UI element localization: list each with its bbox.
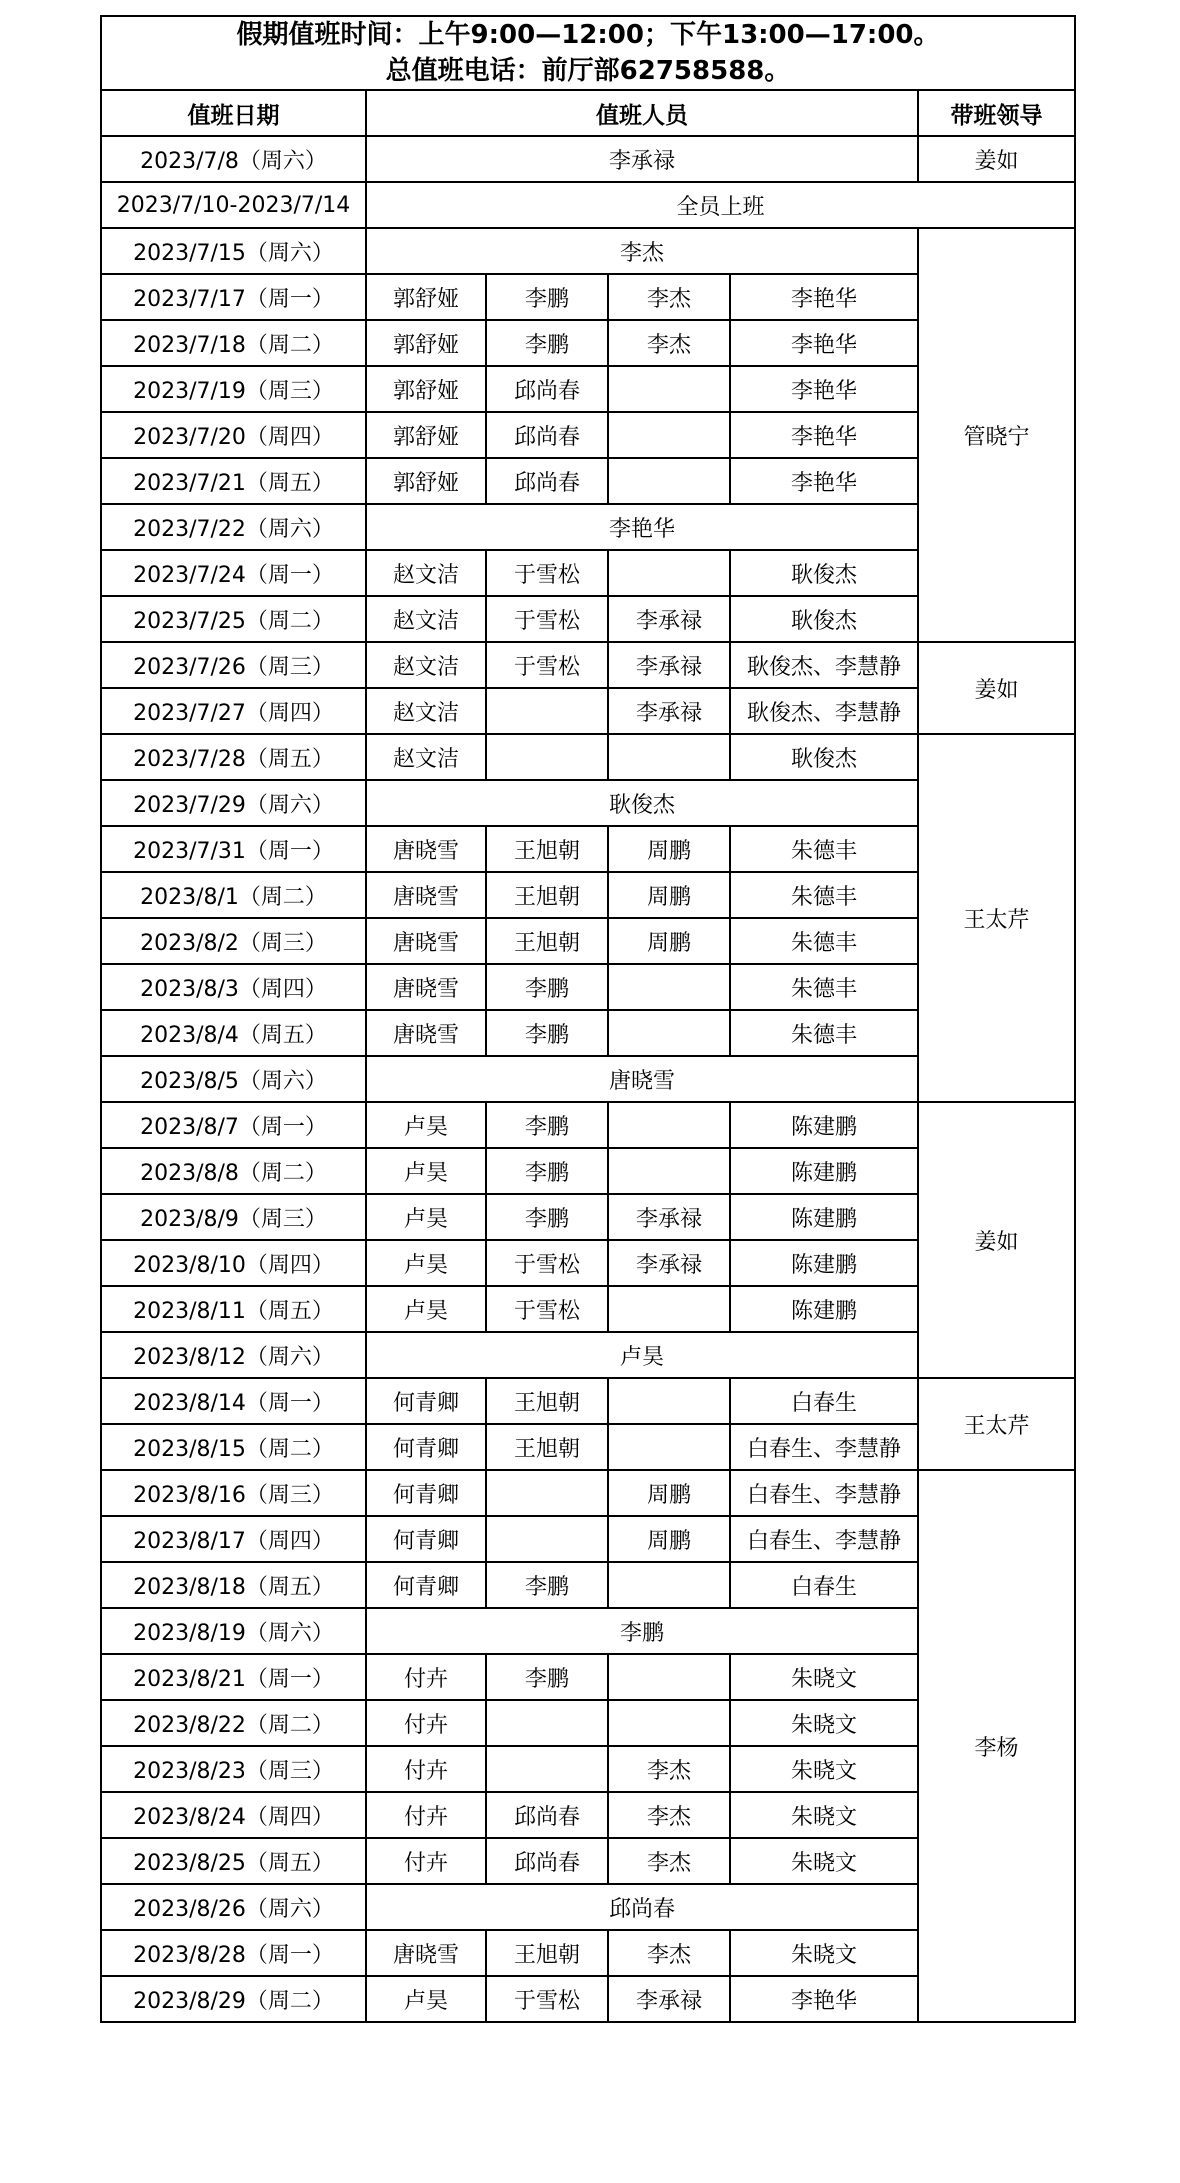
duty-date: 2023/8/14（周一） bbox=[101, 1378, 366, 1424]
duty-leader: 姜如 bbox=[918, 1102, 1075, 1378]
duty-staff: 李鹏 bbox=[486, 1102, 608, 1148]
duty-date: 2023/8/18（周五） bbox=[101, 1562, 366, 1608]
duty-schedule-table bbox=[100, 15, 1076, 2023]
duty-staff: 何青卿 bbox=[366, 1562, 486, 1608]
duty-single-staff: 李杰 bbox=[366, 228, 918, 274]
duty-staff: 付卉 bbox=[366, 1654, 486, 1700]
duty-date: 2023/8/7（周一） bbox=[101, 1102, 366, 1148]
duty-date: 2023/7/26（周三） bbox=[101, 642, 366, 688]
duty-date: 2023/7/10-2023/7/14 bbox=[101, 182, 366, 228]
duty-single-staff: 唐晓雪 bbox=[366, 1056, 918, 1102]
title-row bbox=[101, 16, 1075, 90]
duty-date: 2023/8/5（周六） bbox=[101, 1056, 366, 1102]
table-row bbox=[101, 182, 1075, 228]
duty-staff: 周鹏 bbox=[608, 918, 730, 964]
duty-staff: 李承禄 bbox=[608, 688, 730, 734]
duty-staff: 李鹏 bbox=[486, 320, 608, 366]
duty-staff: 赵文洁 bbox=[366, 550, 486, 596]
duty-staff: 李承禄 bbox=[608, 642, 730, 688]
duty-staff: 李杰 bbox=[608, 1930, 730, 1976]
duty-staff: 朱德丰 bbox=[730, 918, 918, 964]
duty-staff: 赵文洁 bbox=[366, 688, 486, 734]
duty-date: 2023/7/20（周四） bbox=[101, 412, 366, 458]
duty-staff: 朱德丰 bbox=[730, 1010, 918, 1056]
duty-staff: 耿俊杰 bbox=[730, 550, 918, 596]
title-line-phone: 总值班电话：前厅部62758588。 bbox=[385, 56, 791, 86]
duty-date: 2023/8/15（周二） bbox=[101, 1424, 366, 1470]
duty-staff: 陈建鹏 bbox=[730, 1240, 918, 1286]
duty-staff: 李承禄 bbox=[608, 1194, 730, 1240]
duty-staff: 付卉 bbox=[366, 1700, 486, 1746]
duty-date: 2023/8/25（周五） bbox=[101, 1838, 366, 1884]
duty-staff: 于雪松 bbox=[486, 550, 608, 596]
duty-date: 2023/7/25（周二） bbox=[101, 596, 366, 642]
duty-date: 2023/7/17（周一） bbox=[101, 274, 366, 320]
duty-date: 2023/7/18（周二） bbox=[101, 320, 366, 366]
duty-staff bbox=[608, 1378, 730, 1424]
duty-date: 2023/8/8（周二） bbox=[101, 1148, 366, 1194]
duty-staff: 卢昊 bbox=[366, 1286, 486, 1332]
duty-staff bbox=[486, 734, 608, 780]
duty-leader: 姜如 bbox=[918, 136, 1075, 182]
duty-date: 2023/7/24（周一） bbox=[101, 550, 366, 596]
duty-staff bbox=[608, 1102, 730, 1148]
duty-staff: 耿俊杰 bbox=[730, 734, 918, 780]
duty-staff: 陈建鹏 bbox=[730, 1148, 918, 1194]
duty-staff: 李杰 bbox=[608, 1838, 730, 1884]
duty-staff: 赵文洁 bbox=[366, 734, 486, 780]
duty-date: 2023/8/22（周二） bbox=[101, 1700, 366, 1746]
duty-staff: 卢昊 bbox=[366, 1102, 486, 1148]
duty-staff: 卢昊 bbox=[366, 1148, 486, 1194]
duty-staff: 陈建鹏 bbox=[730, 1286, 918, 1332]
duty-staff: 李杰 bbox=[608, 274, 730, 320]
duty-date: 2023/7/8（周六） bbox=[101, 136, 366, 182]
duty-staff: 王旭朝 bbox=[486, 918, 608, 964]
duty-staff: 朱德丰 bbox=[730, 964, 918, 1010]
duty-staff: 耿俊杰、李慧静 bbox=[730, 642, 918, 688]
header-date: 值班日期 bbox=[101, 90, 366, 136]
duty-staff: 何青卿 bbox=[366, 1470, 486, 1516]
duty-staff bbox=[486, 1700, 608, 1746]
duty-staff bbox=[608, 1010, 730, 1056]
duty-staff bbox=[608, 1700, 730, 1746]
duty-staff: 付卉 bbox=[366, 1746, 486, 1792]
duty-date: 2023/7/31（周一） bbox=[101, 826, 366, 872]
duty-leader: 王太芹 bbox=[918, 734, 1075, 1102]
duty-staff bbox=[486, 1516, 608, 1562]
duty-staff: 唐晓雪 bbox=[366, 1930, 486, 1976]
duty-staff: 朱晓文 bbox=[730, 1700, 918, 1746]
table-row bbox=[101, 136, 1075, 182]
duty-staff: 何青卿 bbox=[366, 1378, 486, 1424]
duty-staff: 郭舒娅 bbox=[366, 458, 486, 504]
duty-staff: 李艳华 bbox=[730, 412, 918, 458]
duty-staff: 于雪松 bbox=[486, 1976, 608, 2022]
duty-single-staff: 耿俊杰 bbox=[366, 780, 918, 826]
duty-staff bbox=[608, 366, 730, 412]
duty-single-staff: 邱尚春 bbox=[366, 1884, 918, 1930]
duty-staff: 邱尚春 bbox=[486, 366, 608, 412]
duty-single-staff: 李承禄 bbox=[366, 136, 918, 182]
table-row bbox=[101, 228, 1075, 274]
duty-date: 2023/8/2（周三） bbox=[101, 918, 366, 964]
duty-staff: 李艳华 bbox=[730, 320, 918, 366]
duty-date: 2023/8/17（周四） bbox=[101, 1516, 366, 1562]
duty-staff bbox=[608, 1148, 730, 1194]
duty-staff: 李杰 bbox=[608, 1792, 730, 1838]
duty-staff bbox=[608, 550, 730, 596]
title-line-hours: 假期值班时间：上午9:00—12:00；下午13:00—17:00。 bbox=[236, 20, 940, 50]
duty-staff bbox=[608, 734, 730, 780]
duty-staff: 何青卿 bbox=[366, 1516, 486, 1562]
duty-staff: 王旭朝 bbox=[486, 1378, 608, 1424]
duty-staff: 朱德丰 bbox=[730, 826, 918, 872]
duty-staff: 郭舒娅 bbox=[366, 274, 486, 320]
header-leader: 带班领导 bbox=[918, 90, 1075, 136]
duty-staff: 李承禄 bbox=[608, 1240, 730, 1286]
duty-staff: 李承禄 bbox=[608, 1976, 730, 2022]
duty-staff: 唐晓雪 bbox=[366, 872, 486, 918]
duty-staff: 白春生 bbox=[730, 1378, 918, 1424]
duty-staff: 李鹏 bbox=[486, 1010, 608, 1056]
duty-staff: 周鹏 bbox=[608, 872, 730, 918]
duty-leader: 管晓宁 bbox=[918, 228, 1075, 642]
duty-staff: 李鹏 bbox=[486, 274, 608, 320]
duty-staff: 朱晓文 bbox=[730, 1838, 918, 1884]
duty-date: 2023/7/22（周六） bbox=[101, 504, 366, 550]
duty-date: 2023/8/23（周三） bbox=[101, 1746, 366, 1792]
duty-staff: 王旭朝 bbox=[486, 1424, 608, 1470]
duty-leader: 李杨 bbox=[918, 1470, 1075, 2022]
duty-date: 2023/8/4（周五） bbox=[101, 1010, 366, 1056]
duty-staff bbox=[608, 1654, 730, 1700]
duty-staff bbox=[608, 1424, 730, 1470]
header-staff: 值班人员 bbox=[366, 90, 918, 136]
duty-staff: 李鹏 bbox=[486, 1562, 608, 1608]
duty-single-staff: 李艳华 bbox=[366, 504, 918, 550]
duty-date: 2023/8/29（周二） bbox=[101, 1976, 366, 2022]
duty-staff: 邱尚春 bbox=[486, 412, 608, 458]
duty-staff: 何青卿 bbox=[366, 1424, 486, 1470]
duty-staff: 卢昊 bbox=[366, 1194, 486, 1240]
duty-single-staff: 李鹏 bbox=[366, 1608, 918, 1654]
duty-date: 2023/8/12（周六） bbox=[101, 1332, 366, 1378]
duty-staff: 李鹏 bbox=[486, 1654, 608, 1700]
duty-staff: 李杰 bbox=[608, 320, 730, 366]
duty-staff: 李鹏 bbox=[486, 1194, 608, 1240]
duty-staff: 白春生、李慧静 bbox=[730, 1516, 918, 1562]
duty-staff: 李艳华 bbox=[730, 366, 918, 412]
duty-date: 2023/8/10（周四） bbox=[101, 1240, 366, 1286]
duty-staff: 唐晓雪 bbox=[366, 918, 486, 964]
duty-staff: 卢昊 bbox=[366, 1976, 486, 2022]
duty-date: 2023/7/27（周四） bbox=[101, 688, 366, 734]
duty-date: 2023/8/24（周四） bbox=[101, 1792, 366, 1838]
duty-staff: 陈建鹏 bbox=[730, 1102, 918, 1148]
duty-staff: 付卉 bbox=[366, 1838, 486, 1884]
duty-date: 2023/7/29（周六） bbox=[101, 780, 366, 826]
duty-staff bbox=[608, 1562, 730, 1608]
duty-staff: 李杰 bbox=[608, 1746, 730, 1792]
duty-leader: 姜如 bbox=[918, 642, 1075, 734]
duty-staff bbox=[608, 458, 730, 504]
duty-staff: 唐晓雪 bbox=[366, 964, 486, 1010]
duty-staff: 郭舒娅 bbox=[366, 366, 486, 412]
duty-date: 2023/8/9（周三） bbox=[101, 1194, 366, 1240]
duty-staff: 付卉 bbox=[366, 1792, 486, 1838]
duty-date: 2023/7/21（周五） bbox=[101, 458, 366, 504]
duty-single-staff: 卢昊 bbox=[366, 1332, 918, 1378]
duty-staff bbox=[486, 688, 608, 734]
duty-staff: 郭舒娅 bbox=[366, 320, 486, 366]
duty-staff: 赵文洁 bbox=[366, 596, 486, 642]
duty-staff: 于雪松 bbox=[486, 642, 608, 688]
duty-staff: 于雪松 bbox=[486, 596, 608, 642]
duty-staff: 赵文洁 bbox=[366, 642, 486, 688]
duty-leader: 王太芹 bbox=[918, 1378, 1075, 1470]
duty-staff bbox=[486, 1470, 608, 1516]
duty-staff: 朱德丰 bbox=[730, 872, 918, 918]
duty-staff: 邱尚春 bbox=[486, 1838, 608, 1884]
duty-staff: 于雪松 bbox=[486, 1240, 608, 1286]
duty-staff: 周鹏 bbox=[608, 826, 730, 872]
duty-date: 2023/7/19（周三） bbox=[101, 366, 366, 412]
duty-staff: 于雪松 bbox=[486, 1286, 608, 1332]
duty-staff: 白春生 bbox=[730, 1562, 918, 1608]
duty-staff: 李艳华 bbox=[730, 274, 918, 320]
duty-staff bbox=[486, 1746, 608, 1792]
duty-staff: 朱晓文 bbox=[730, 1654, 918, 1700]
duty-staff: 郭舒娅 bbox=[366, 412, 486, 458]
duty-date: 2023/8/11（周五） bbox=[101, 1286, 366, 1332]
header-row bbox=[101, 90, 1075, 136]
duty-staff: 周鹏 bbox=[608, 1516, 730, 1562]
duty-staff: 朱晓文 bbox=[730, 1792, 918, 1838]
duty-staff: 朱晓文 bbox=[730, 1930, 918, 1976]
duty-date: 2023/8/26（周六） bbox=[101, 1884, 366, 1930]
duty-staff: 周鹏 bbox=[608, 1470, 730, 1516]
duty-staff: 耿俊杰、李慧静 bbox=[730, 688, 918, 734]
duty-date: 2023/8/16（周三） bbox=[101, 1470, 366, 1516]
duty-date: 2023/8/1（周二） bbox=[101, 872, 366, 918]
duty-staff: 李鹏 bbox=[486, 1148, 608, 1194]
duty-staff: 朱晓文 bbox=[730, 1746, 918, 1792]
duty-staff: 唐晓雪 bbox=[366, 1010, 486, 1056]
duty-staff: 王旭朝 bbox=[486, 826, 608, 872]
duty-date: 2023/8/19（周六） bbox=[101, 1608, 366, 1654]
duty-date: 2023/8/28（周一） bbox=[101, 1930, 366, 1976]
duty-date: 2023/8/21（周一） bbox=[101, 1654, 366, 1700]
duty-staff: 李艳华 bbox=[730, 1976, 918, 2022]
duty-staff: 白春生、李慧静 bbox=[730, 1470, 918, 1516]
duty-staff: 陈建鹏 bbox=[730, 1194, 918, 1240]
duty-staff: 耿俊杰 bbox=[730, 596, 918, 642]
duty-staff: 邱尚春 bbox=[486, 1792, 608, 1838]
duty-staff: 李艳华 bbox=[730, 458, 918, 504]
table-row bbox=[101, 1378, 1075, 1424]
duty-staff bbox=[608, 1286, 730, 1332]
duty-staff: 白春生、李慧静 bbox=[730, 1424, 918, 1470]
duty-staff: 李承禄 bbox=[608, 596, 730, 642]
duty-staff: 王旭朝 bbox=[486, 1930, 608, 1976]
table-row bbox=[101, 1102, 1075, 1148]
duty-staff: 邱尚春 bbox=[486, 458, 608, 504]
duty-date: 2023/7/28（周五） bbox=[101, 734, 366, 780]
table-row bbox=[101, 734, 1075, 780]
duty-all-staff: 全员上班 bbox=[366, 182, 1075, 228]
duty-staff bbox=[608, 964, 730, 1010]
duty-staff: 王旭朝 bbox=[486, 872, 608, 918]
duty-staff: 卢昊 bbox=[366, 1240, 486, 1286]
duty-staff: 唐晓雪 bbox=[366, 826, 486, 872]
duty-date: 2023/8/3（周四） bbox=[101, 964, 366, 1010]
table-row bbox=[101, 1470, 1075, 1516]
table-row bbox=[101, 642, 1075, 688]
duty-staff: 李鹏 bbox=[486, 964, 608, 1010]
duty-date: 2023/7/15（周六） bbox=[101, 228, 366, 274]
schedule-title bbox=[101, 16, 1075, 90]
duty-staff bbox=[608, 412, 730, 458]
